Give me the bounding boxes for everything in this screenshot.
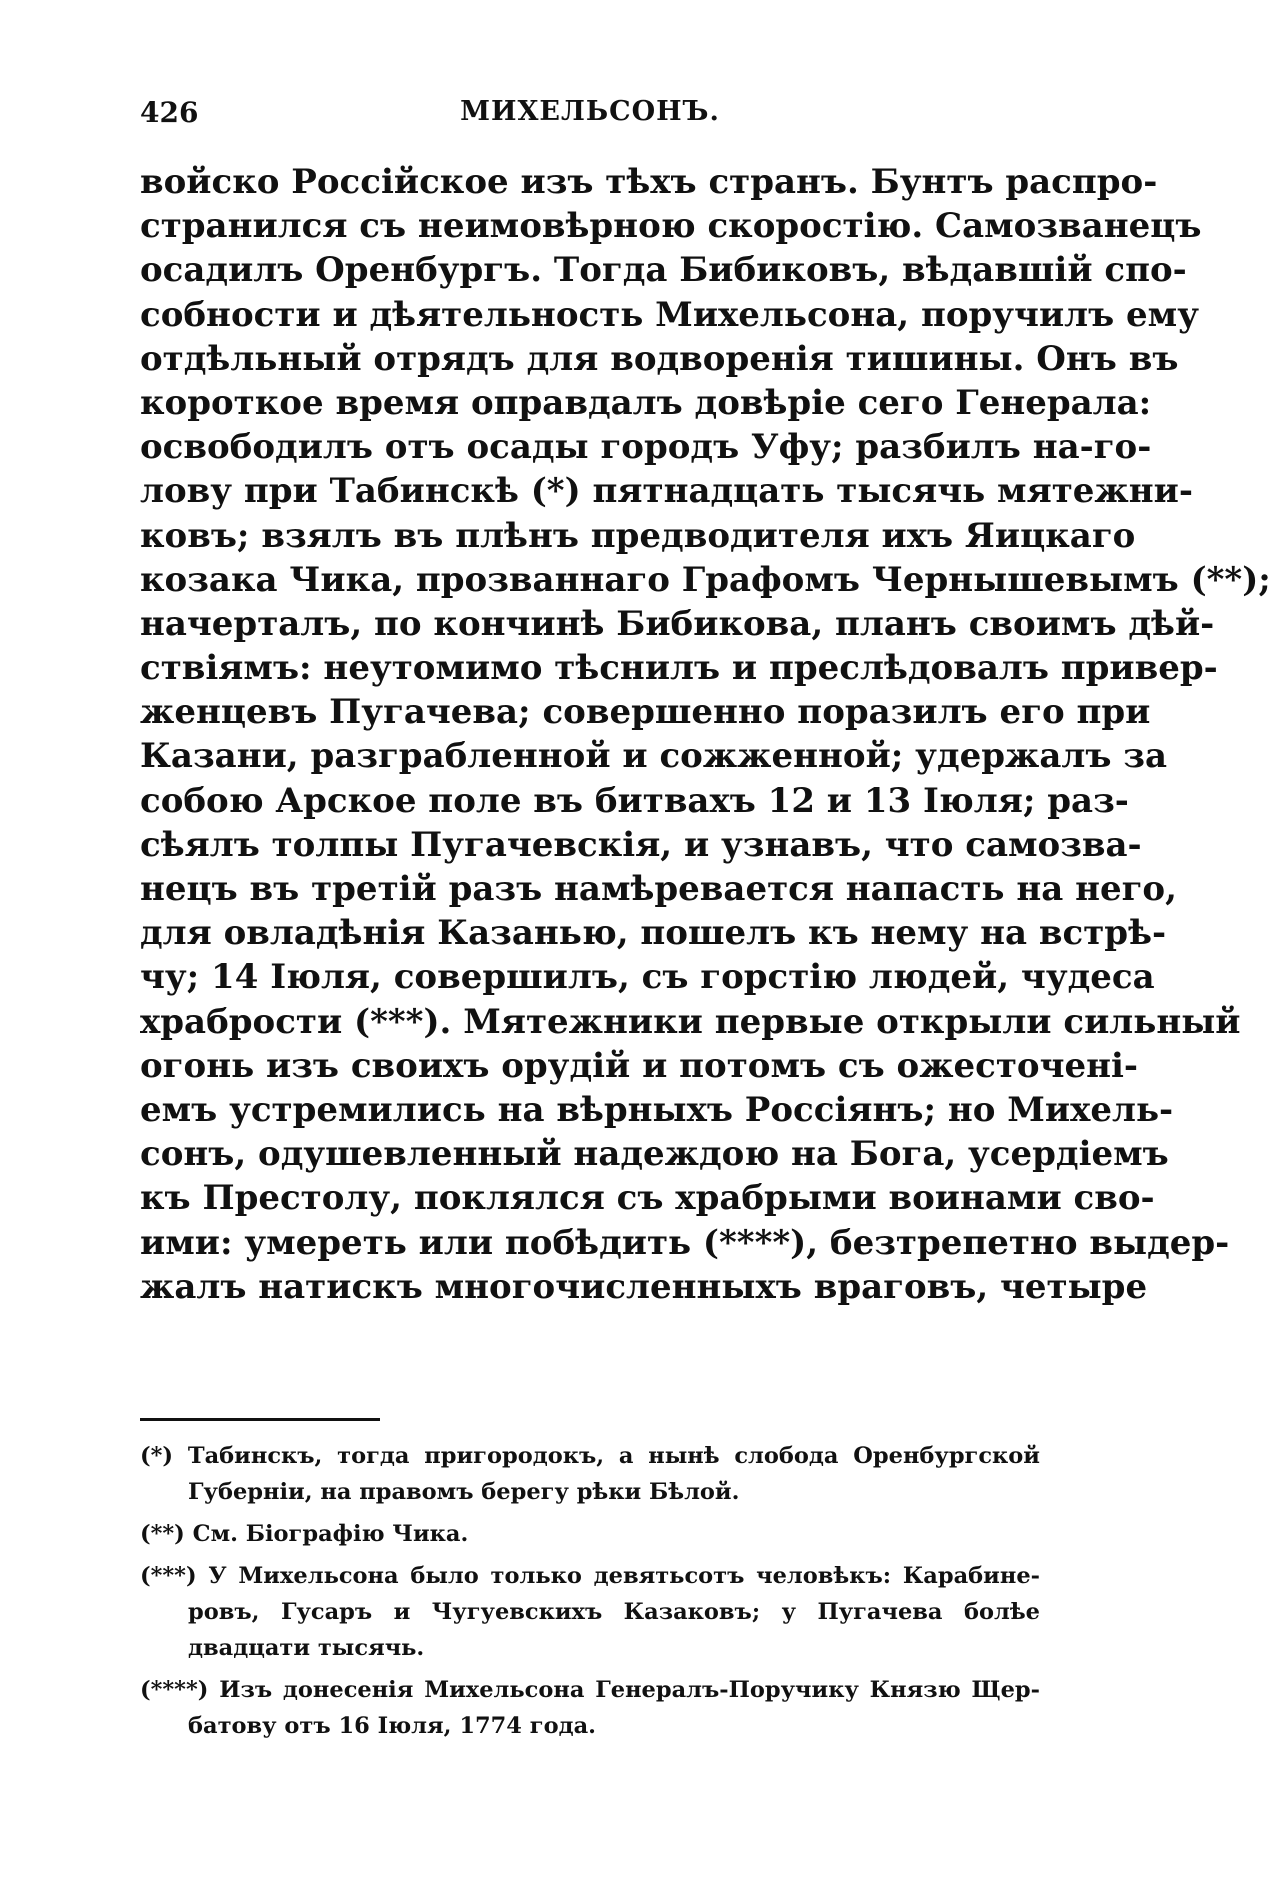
text-line: начерталъ, по кончинѣ Бибикова, планъ своимъ дѣй- — [140, 603, 1215, 644]
text-line: собности и дѣятельность Михельсона, поручилъ ему — [140, 294, 1199, 335]
text-line: сѣялъ толпы Пугачевскія, и узнавъ, что самозва- — [140, 824, 1142, 865]
page-header — [140, 96, 1040, 136]
text-line: осадилъ Оренбургъ. Тогда Бибиковъ, вѣдавшій спо- — [140, 250, 1187, 291]
text-line: отдѣльный отрядъ для водворенія тишины. Онъ въ — [140, 338, 1179, 379]
text-line: жалъ натискъ многочисленныхъ враговъ, четыре — [140, 1266, 1148, 1307]
text-line: ствіямъ: неутомимо тѣснилъ и преслѣдовалъ привер- — [140, 648, 1218, 689]
footnote-3 — [140, 1558, 1040, 1666]
footnote-line: (****) Изъ донесенія Михельсона Генералъ-Поручику Князю Щер- — [140, 1677, 1040, 1703]
footnote-line: двадцати тысячь. — [188, 1635, 425, 1661]
text-line: лову при Табинскѣ (*) пятнадцать тысячь мятежни- — [140, 471, 1193, 512]
text-line: собою Арское поле въ битвахъ 12 и 13 Іюля; раз- — [140, 780, 1129, 821]
text-line: чу; 14 Іюля, совершилъ, съ горстію людей, чудеса — [140, 957, 1155, 998]
text-line: Казани, разграбленной и сожженной; удержалъ за — [140, 736, 1167, 777]
body-text — [140, 160, 1271, 1309]
footnote-4 — [140, 1672, 1040, 1744]
text-line: къ Престолу, поклялся съ храбрыми воинами сво- — [140, 1178, 1155, 1219]
text-line: ими: умереть или побѣдить (****), безтрепетно выдер- — [140, 1222, 1230, 1263]
text-line: войско Россійское изъ тѣхъ странъ. Бунтъ распро- — [140, 162, 1158, 202]
text-line: емъ устремились на вѣрныхъ Россіянъ; но Михель- — [140, 1089, 1174, 1130]
footnote-1 — [140, 1438, 1040, 1510]
text-line: сонъ, одушевленный надеждою на Бога, усердіемъ — [140, 1134, 1169, 1175]
footnote-2 — [140, 1516, 1040, 1552]
footnotes — [140, 1438, 1040, 1744]
text-line: ковъ; взялъ въ плѣнъ предводителя ихъ Яицкаго — [140, 515, 1136, 556]
footnote-line: Губерніи, на правомъ берегу рѣки Бѣлой. — [188, 1479, 740, 1505]
footnote-line: (***) У Михельсона было только девятьсотъ человѣкъ: Карабине- — [140, 1563, 1040, 1589]
text-line: женцевъ Пугачева; совершенно поразилъ его при — [140, 692, 1151, 733]
text-line: освободилъ отъ осады городъ Уфу; разбилъ на-го- — [140, 427, 1152, 468]
text-line: короткое время оправдалъ довѣріе сего Генерала: — [140, 382, 1152, 423]
text-line: странился съ неимовѣрною скоростію. Самозванецъ — [140, 206, 1202, 247]
footnote-line: батову отъ 16 Іюля, 1774 года. — [188, 1713, 596, 1739]
footnote-line: (**) См. Біографію Чика. — [140, 1521, 469, 1547]
page-number: 426 — [140, 96, 199, 129]
text-line: нецъ въ третій разъ намѣревается напасть на него, — [140, 869, 1177, 909]
running-title: МИХЕЛЬСОНЪ. — [460, 96, 720, 127]
text-line: храбрости (***). Мятежники первые открыли сильный — [140, 1001, 1241, 1042]
footnote-divider — [140, 1418, 380, 1421]
text-line: для овладѣнія Казанью, пошелъ къ нему на встрѣ- — [140, 913, 1167, 954]
text-line: козака Чика, прозваннаго Графомъ Чернышевымъ (**); — [140, 559, 1271, 600]
footnote-line: ровъ, Гусаръ и Чугуевскихъ Казаковъ; у Пугачева болѣе — [188, 1599, 1040, 1625]
footnote-line: (*) Табинскъ, тогда пригородокъ, а нынѣ слобода Оренбургской — [140, 1443, 1040, 1469]
text-line: огонь изъ своихъ орудій и потомъ съ ожесточені- — [140, 1045, 1139, 1086]
